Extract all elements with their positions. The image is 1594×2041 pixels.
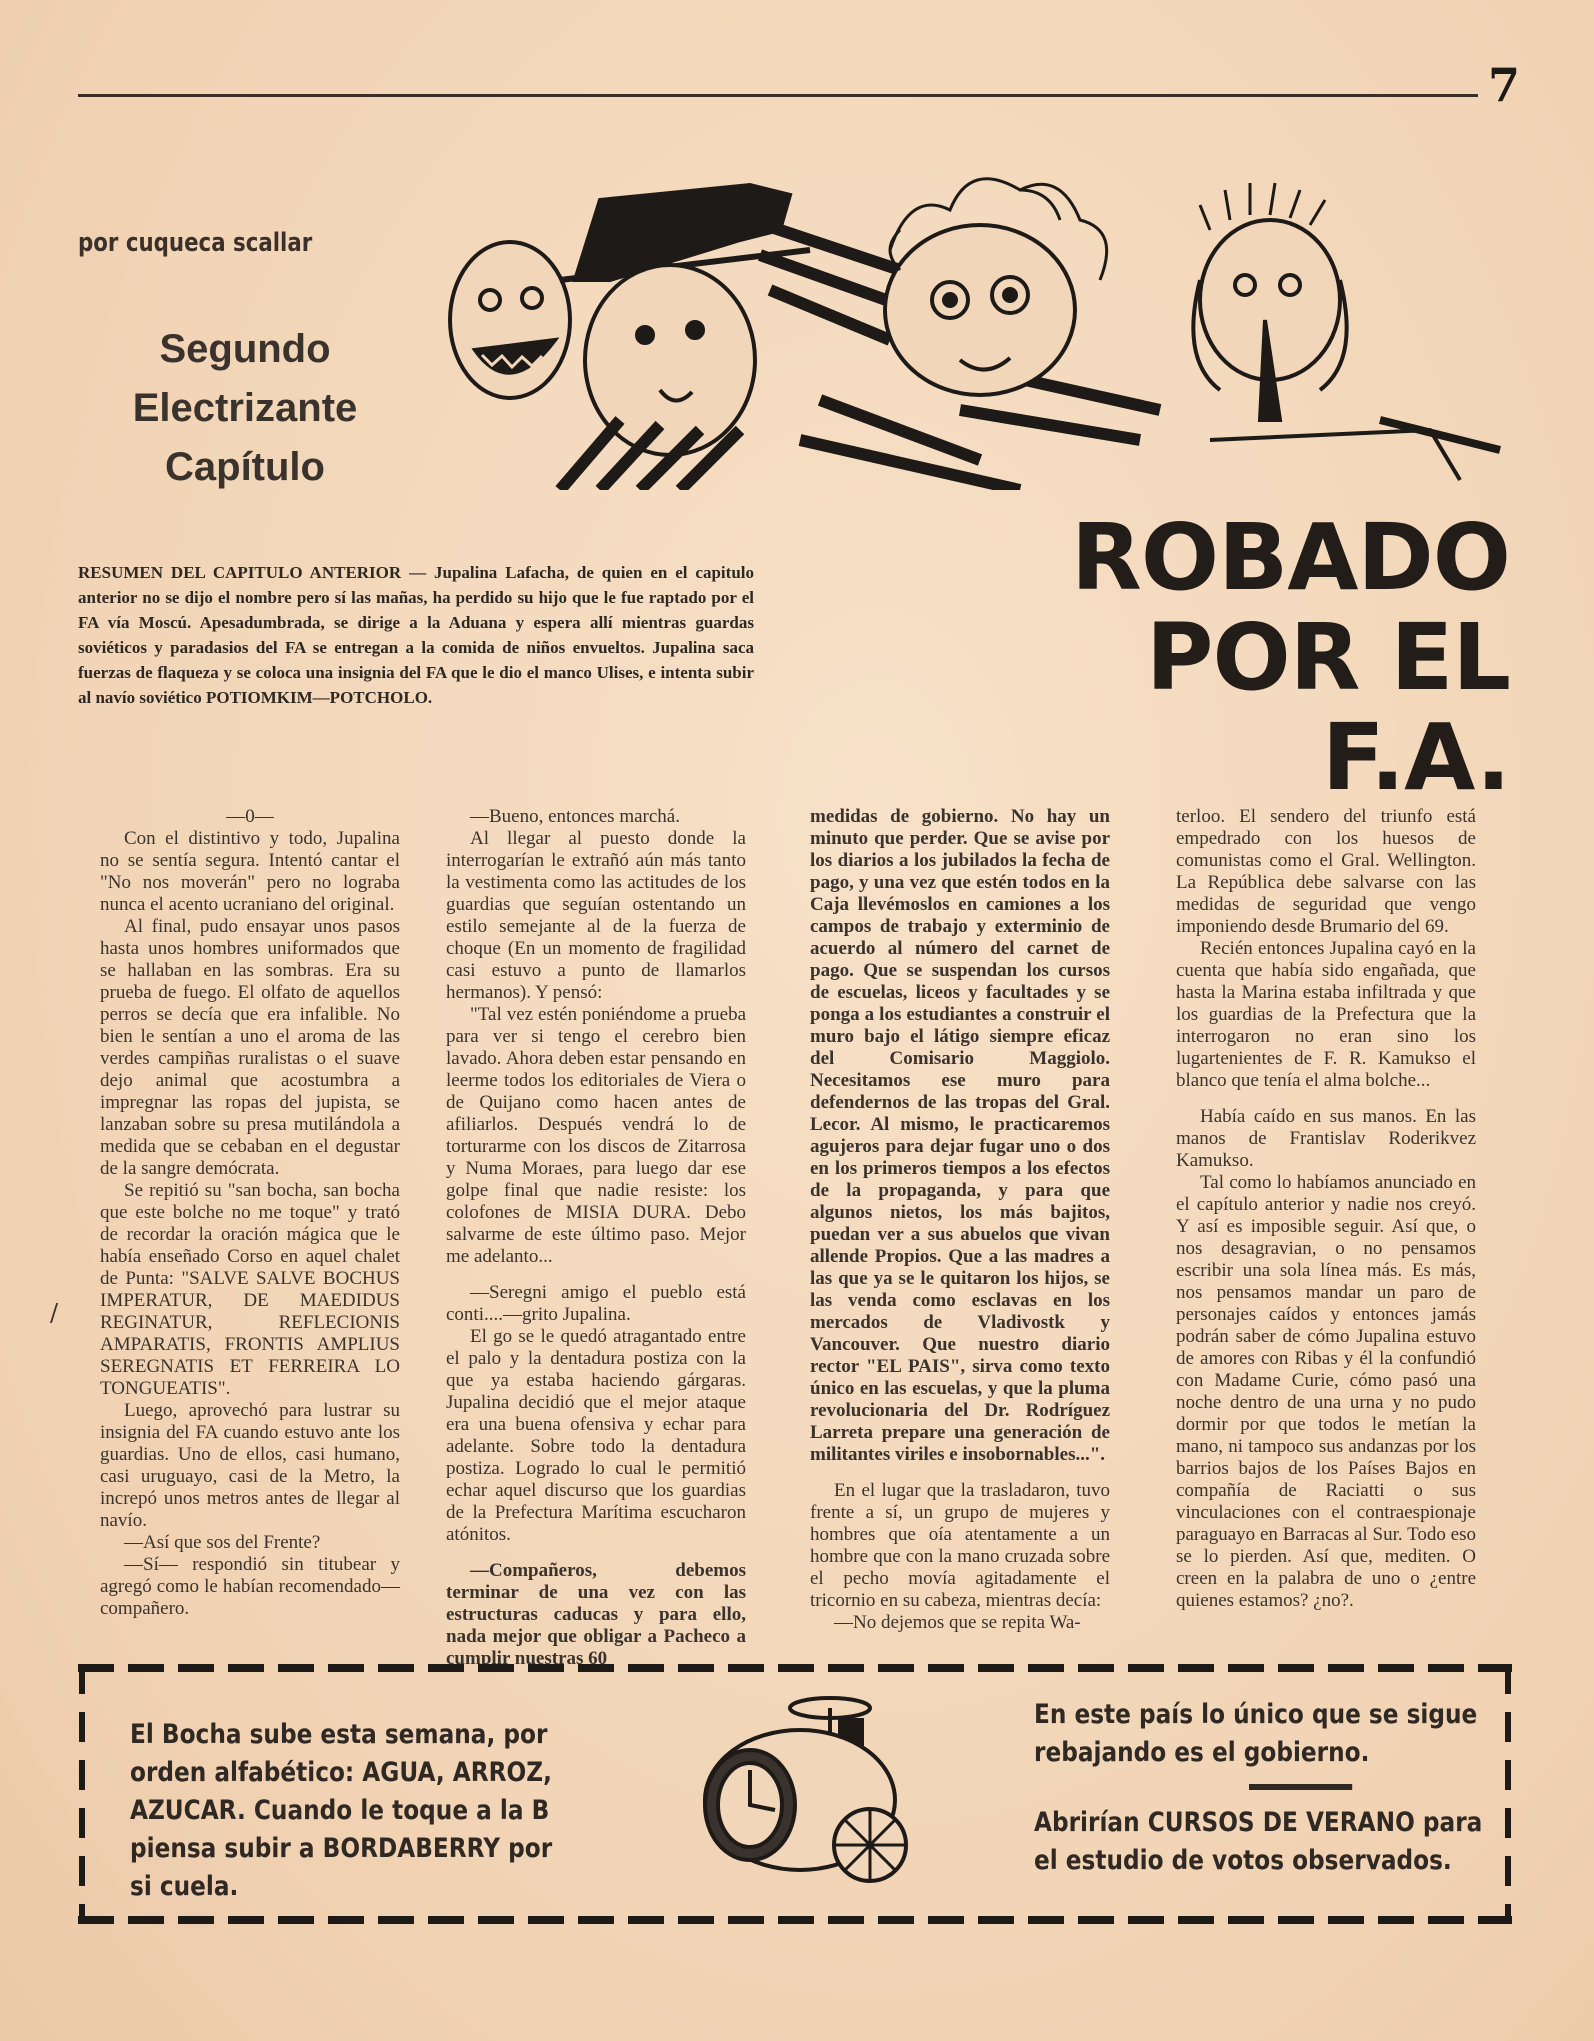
article-paragraph: medidas de gobierno. No hay un minuto que perder. Que se avise por los diarios a los jubilados la fecha de pago, y una vez que estén todos en la Caja llevémoslos en camiones a los campos de trabajo y exterminio de acuerdo al número del carnet de pago. Que se suspendan los cursos de escuelas, liceos y facultades y se ponga a los estudiantes a construir el muro bajo el látigo siempre eficaz del Comisario Maggiolo. Necesitamos ese muro para defendernos de las tropas del Gral. Lecor. Al mismo, le practicaremos agujeros para dejar fugar uno o dos en los primeros tiempos a los efectos de la propaganda, y para que algunos nietos, los más bajitos, puedan ver a sus abuelos que vivan allende Propios. Que a las madres a las que ya se le quitaron los hijos, se las venda como esclavas en los mercados de Vladivostk y Vancouver. Que nuestro diario rector "EL PAIS", sirva como texto único en las escuelas, y que la pluma revolucionaria del Dr. Rodríguez Larreta prepare una generación de militantes viriles e insobornables...".	[810, 806, 1110, 1465]
page-number: 7	[1488, 58, 1521, 112]
article-paragraph: En el lugar que la trasladaron, tuvo frente a sí, un grupo de mujeres y hombres que oía atentamente a un hombre que con la mano cruzada sobre el pecho movía agitadamente el tricornio en su cabeza, mientras decía:	[810, 1480, 1110, 1611]
article-paragraph: Se repitió su "san bocha, san bocha que este bolche no me toque" y trató de recordar la oración mágica que le había enseñado Corso en aquel chalet de Punta: "SALVE SALVE BOCHUS IMPERATUR, DE MAEDIDUS REGINATUR, REFLECIONIS AMPARATIS, FRONTIS AMPLIUS SEREGNATIS ET FERREIRA LO TONGUEATIS".	[100, 1180, 400, 1399]
ad-right-paragraph: En este país lo único que se sigue rebajando es el gobierno.	[1034, 1699, 1478, 1768]
article-column-1	[100, 806, 400, 1620]
kicker	[110, 320, 380, 497]
article-paragraph: —Sí— respondió sin titubear y agregó como le habían recomendado— compañero.	[100, 1554, 400, 1619]
article-paragraph: —Compañeros, debemos terminar de una vez con las estructuras caducas y para ello, nada mejor que obligar a Pacheco a cumplir nuestras 60	[446, 1560, 746, 1669]
article-paragraph: Con el distintivo y todo, Jupalina no se sentía segura. Intentó cantar el "No nos moverán" pero no lograba nunca el acento ucraniano del original.	[100, 828, 400, 915]
summary-paragraph: RESUMEN DEL CAPITULO ANTERIOR — Jupalina Lafacha, de quien en el capitulo anterior no se dijo el nombre pero sí las mañas, ha perdido su hijo que le fue raptado por el FA vía Moscú. Apesadumbrada, se dirige a la Aduana y espera allí mientras guardas soviéticos y paradasios del FA se entregan a la comida de niños envueltos. Jupalina saca fuerzas de flaqueza y se coloca una insignia del FA que le dio el manco Ulises, e intenta subir al navío soviético POTIOMKIM—POTCHOLO.	[78, 563, 754, 707]
article-paragraph: Al llegar al puesto donde la interrogarían le extrañó aún más tanto la vestimenta como las actitudes de los guardias que seguían ostentando un estilo semejante al de la fuerza de choque (En un momento de fragilidad casi estuvo a punto de llamarlos hermanos). Y pensó:	[446, 828, 746, 1003]
headline-line: POR EL F.A.	[1146, 604, 1510, 811]
kicker-line: Segundo	[159, 327, 331, 371]
byline: por cuqueca scallar	[78, 228, 313, 258]
section-divider: —0—	[226, 806, 274, 827]
article-paragraph: Había caído en sus manos. En las manos de Frantislav Roderikvez Kamukso.	[1176, 1106, 1476, 1171]
article-paragraph: terloo. El sendero del triunfo está empedrado con los huesos de comunistas como el Gral. Wellington. La República debe salvarse con las medidas de seguridad que vengo imponiendo desde Brumario del 69.	[1176, 806, 1476, 937]
article-paragraph: Recién entonces Jupalina cayó en la cuenta que había sido engañada, que hasta la Marina estaba infiltrada y que los guardias de la Prefectura que la interrogaron no eran sino los lugartenientes de F. R. Kamukso el blanco que tenía el alma bolche...	[1176, 938, 1476, 1091]
caricature-illustration	[420, 160, 1510, 490]
article-paragraph: Tal como lo habíamos anunciado en el capítulo anterior y nadie nos creyó. Y así es imposible seguir. Así que, o nos desagravian, o no pensamos escribir una sola línea más. Es más, nos pensamos mandar un paro de personajes caídos y entonces jamás podrán saber de cómo Jupalina estuvo de amores con Ribas y él la confundió con Madame Curie, cómo pasó una noche dentro de una urna y no pudo dormir por que todos le metían la mano, ni tampoco sus andanzas por los barrios bajos de los Países Bajos en compañía de Raciatti o sus vinculaciones con el contraespionaje paraguayo en Barracas al Sur. Todo eso se lo pierden. Así que, mediten. O creen en la palabra de uno o ¿entre quienes estamos? ¿no?.	[1176, 1172, 1476, 1611]
bocha-cartoon-illustration	[680, 1680, 960, 1890]
ad-right-paragraph: Abrirían CURSOS DE VERANO para el estudio de votos observados.	[1034, 1807, 1483, 1876]
article-paragraph: El go se le quedó atragantado entre el palo y la dentadura postiza con la que ya estaba haciendo gárgaras. Jupalina decidió que el mejor ataque era una buena ofensiva y echar para adelante. Sobre todo la dentadura postiza. Logrado lo cual le permitió echar aquel discurso que los guardias de la Prefectura Marítima escucharon atónitos.	[446, 1326, 746, 1545]
headline-line: ROBADO	[1071, 504, 1510, 611]
ad-right-text	[1034, 1696, 1498, 1880]
article-paragraph: —Bueno, entonces marchá.	[470, 806, 680, 827]
article-paragraph: —No dejemos que se repita Wa-	[834, 1612, 1081, 1633]
article-paragraph: "Tal vez estén poniéndome a prueba para ver si tengo el cerebro bien lavado. Ahora deben estar pensando en leerme todos los editoriales de Viera o de Quijano como hacen antes de afiliarlos. Después vendrá lo de torturarme con los discos de Zitarrosa y Numa Moraes, para luego dar ese golpe final que nadie resiste: los colofones de MISIA DURA. Debo salvarme de este último paso. Mejor me adelanto...	[446, 1004, 746, 1267]
kicker-line: Capítulo	[165, 445, 325, 489]
kicker-line: Electrizante	[132, 386, 358, 430]
article-paragraph: Luego, aprovechó para lustrar su insignia del FA cuando estuvo ante los guardias. Uno de ellos, casi humano, casi uruguayo, casi de la Metro, la increpó unos metros antes de llegar al navío.	[100, 1400, 400, 1531]
article-column-4	[1176, 806, 1476, 1612]
article-column-2	[446, 806, 746, 1670]
ad-left-text: El Bocha sube esta semana, por orden alfabético: AGUA, ARROZ, AZUCAR. Cuando le toque a la B piensa subir a BORDABERRY por si cuela.	[130, 1719, 553, 1902]
article-paragraph: —Seregni amigo el pueblo está conti....—grito Jupalina.	[446, 1282, 746, 1325]
top-rule	[78, 94, 1478, 97]
stray-mark: /	[50, 1299, 59, 1327]
article-paragraph: Al final, pudo ensayar unos pasos hasta unos hombres uniformados que se hallaban en las sombras. Era su prueba de fuego. El olfato de aquellos perros se decía que era infalible. No bien le sentían a uno el aroma de las verdes campiñas ruralistas o el suave dejo animal que acostumbra a impregnar las ropas del jupista, se lanzaban sobre su presa mutilándola a medida que se cebaban en el degustar de la sangre demócrata.	[100, 916, 400, 1179]
article-column-3	[810, 806, 1110, 1634]
headline	[940, 504, 1510, 811]
article-paragraph: —Así que sos del Frente?	[124, 1532, 321, 1553]
ad-divider	[1249, 1784, 1352, 1790]
